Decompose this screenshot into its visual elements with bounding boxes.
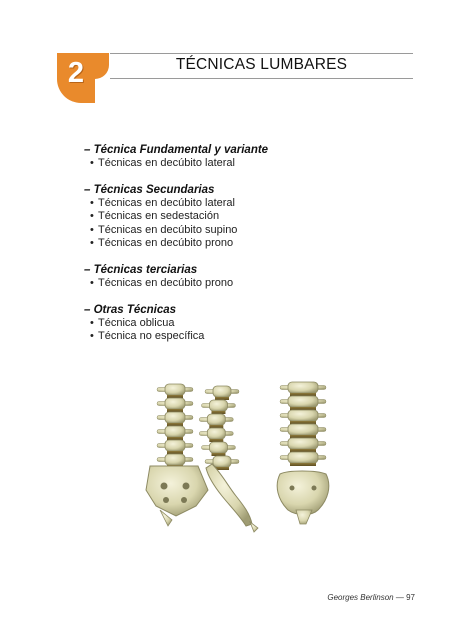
vertebra [288,424,318,435]
intervertebral-disc [215,397,229,400]
vertebra [165,412,185,423]
footer-separator: — [395,593,404,602]
list-item [84,157,404,171]
technique-section [84,263,404,291]
bullet-icon: • [90,210,94,223]
vertebra [209,400,227,411]
bullet-icon: • [90,237,94,250]
vertebra [209,442,227,453]
technique-list [84,143,404,356]
page-title: TÉCNICAS LUMBARES [175,56,348,73]
vertebra [165,384,185,395]
chapter-number: 2 [67,57,85,89]
technique-section [84,143,404,171]
bullet-icon: • [90,316,94,329]
list-item [84,237,404,251]
list-item-label: Técnicas en decúbito lateral [98,196,235,209]
intervertebral-disc [211,411,225,414]
intervertebral-disc [167,423,183,426]
intervertebral-disc [290,435,316,438]
list-item [84,224,404,238]
intervertebral-disc [167,451,183,454]
list-item-label: Técnicas en decúbito lateral [98,157,235,169]
list-item-label: Técnica oblicua [98,316,175,329]
intervertebral-disc [290,449,316,452]
lumbar-spine-lateral-view [199,386,258,532]
spine-illustrations [0,378,463,538]
vertebra [207,428,225,439]
vertebra [288,438,318,449]
lumbar-spine-anterior-view [277,382,329,524]
vertebra [288,410,318,421]
section-heading: – Otras Técnicas [84,303,177,316]
vertebra [288,452,318,463]
footer-author: Georges Berlinson [327,593,394,602]
section-heading: – Técnica Fundamental y variante [84,144,269,156]
intervertebral-disc [290,463,316,466]
list-item [84,210,404,224]
vertebra [288,382,318,393]
bullet-icon: • [90,330,94,343]
bullet-icon: • [90,276,94,289]
bullet-icon: • [90,157,94,169]
vertebra [165,440,185,451]
header-rule-bottom [110,78,413,79]
vertebra [165,426,185,437]
intervertebral-disc [167,437,183,440]
header-rule-top [110,53,413,54]
vertebra [288,396,318,407]
bullet-icon: • [90,223,94,236]
list-item-label: Técnicas en decúbito prono [98,276,234,289]
list-item-label: Técnicas en decúbito prono [98,237,234,250]
intervertebral-disc [290,407,316,410]
intervertebral-disc [167,395,183,398]
lumbar-spine-posterior-view [146,384,208,526]
intervertebral-disc [167,409,183,412]
chapter-badge [57,53,95,103]
intervertebral-disc [290,393,316,396]
vertebra [213,456,231,467]
list-item-label: Técnicas en sedestación [98,210,220,223]
intervertebral-disc [290,421,316,424]
list-item [84,277,404,291]
footer-page-number: 97 [406,593,415,602]
intervertebral-disc [211,453,225,456]
bullet-icon: • [90,196,94,209]
list-item [84,330,404,344]
list-item [84,197,404,211]
list-item [84,317,404,331]
page-footer [327,593,415,602]
list-item-label: Técnica no específica [98,330,205,343]
vertebra [165,398,185,409]
intervertebral-disc [209,439,223,442]
intervertebral-disc [209,425,223,428]
technique-section [84,303,404,344]
technique-section [84,183,404,251]
section-heading: – Técnicas Secundarias [84,183,215,196]
list-item-label: Técnicas en decúbito supino [98,223,238,236]
vertebra [165,454,185,465]
vertebra [213,386,231,397]
vertebra [207,414,225,425]
section-heading: – Técnicas terciarias [84,263,198,276]
